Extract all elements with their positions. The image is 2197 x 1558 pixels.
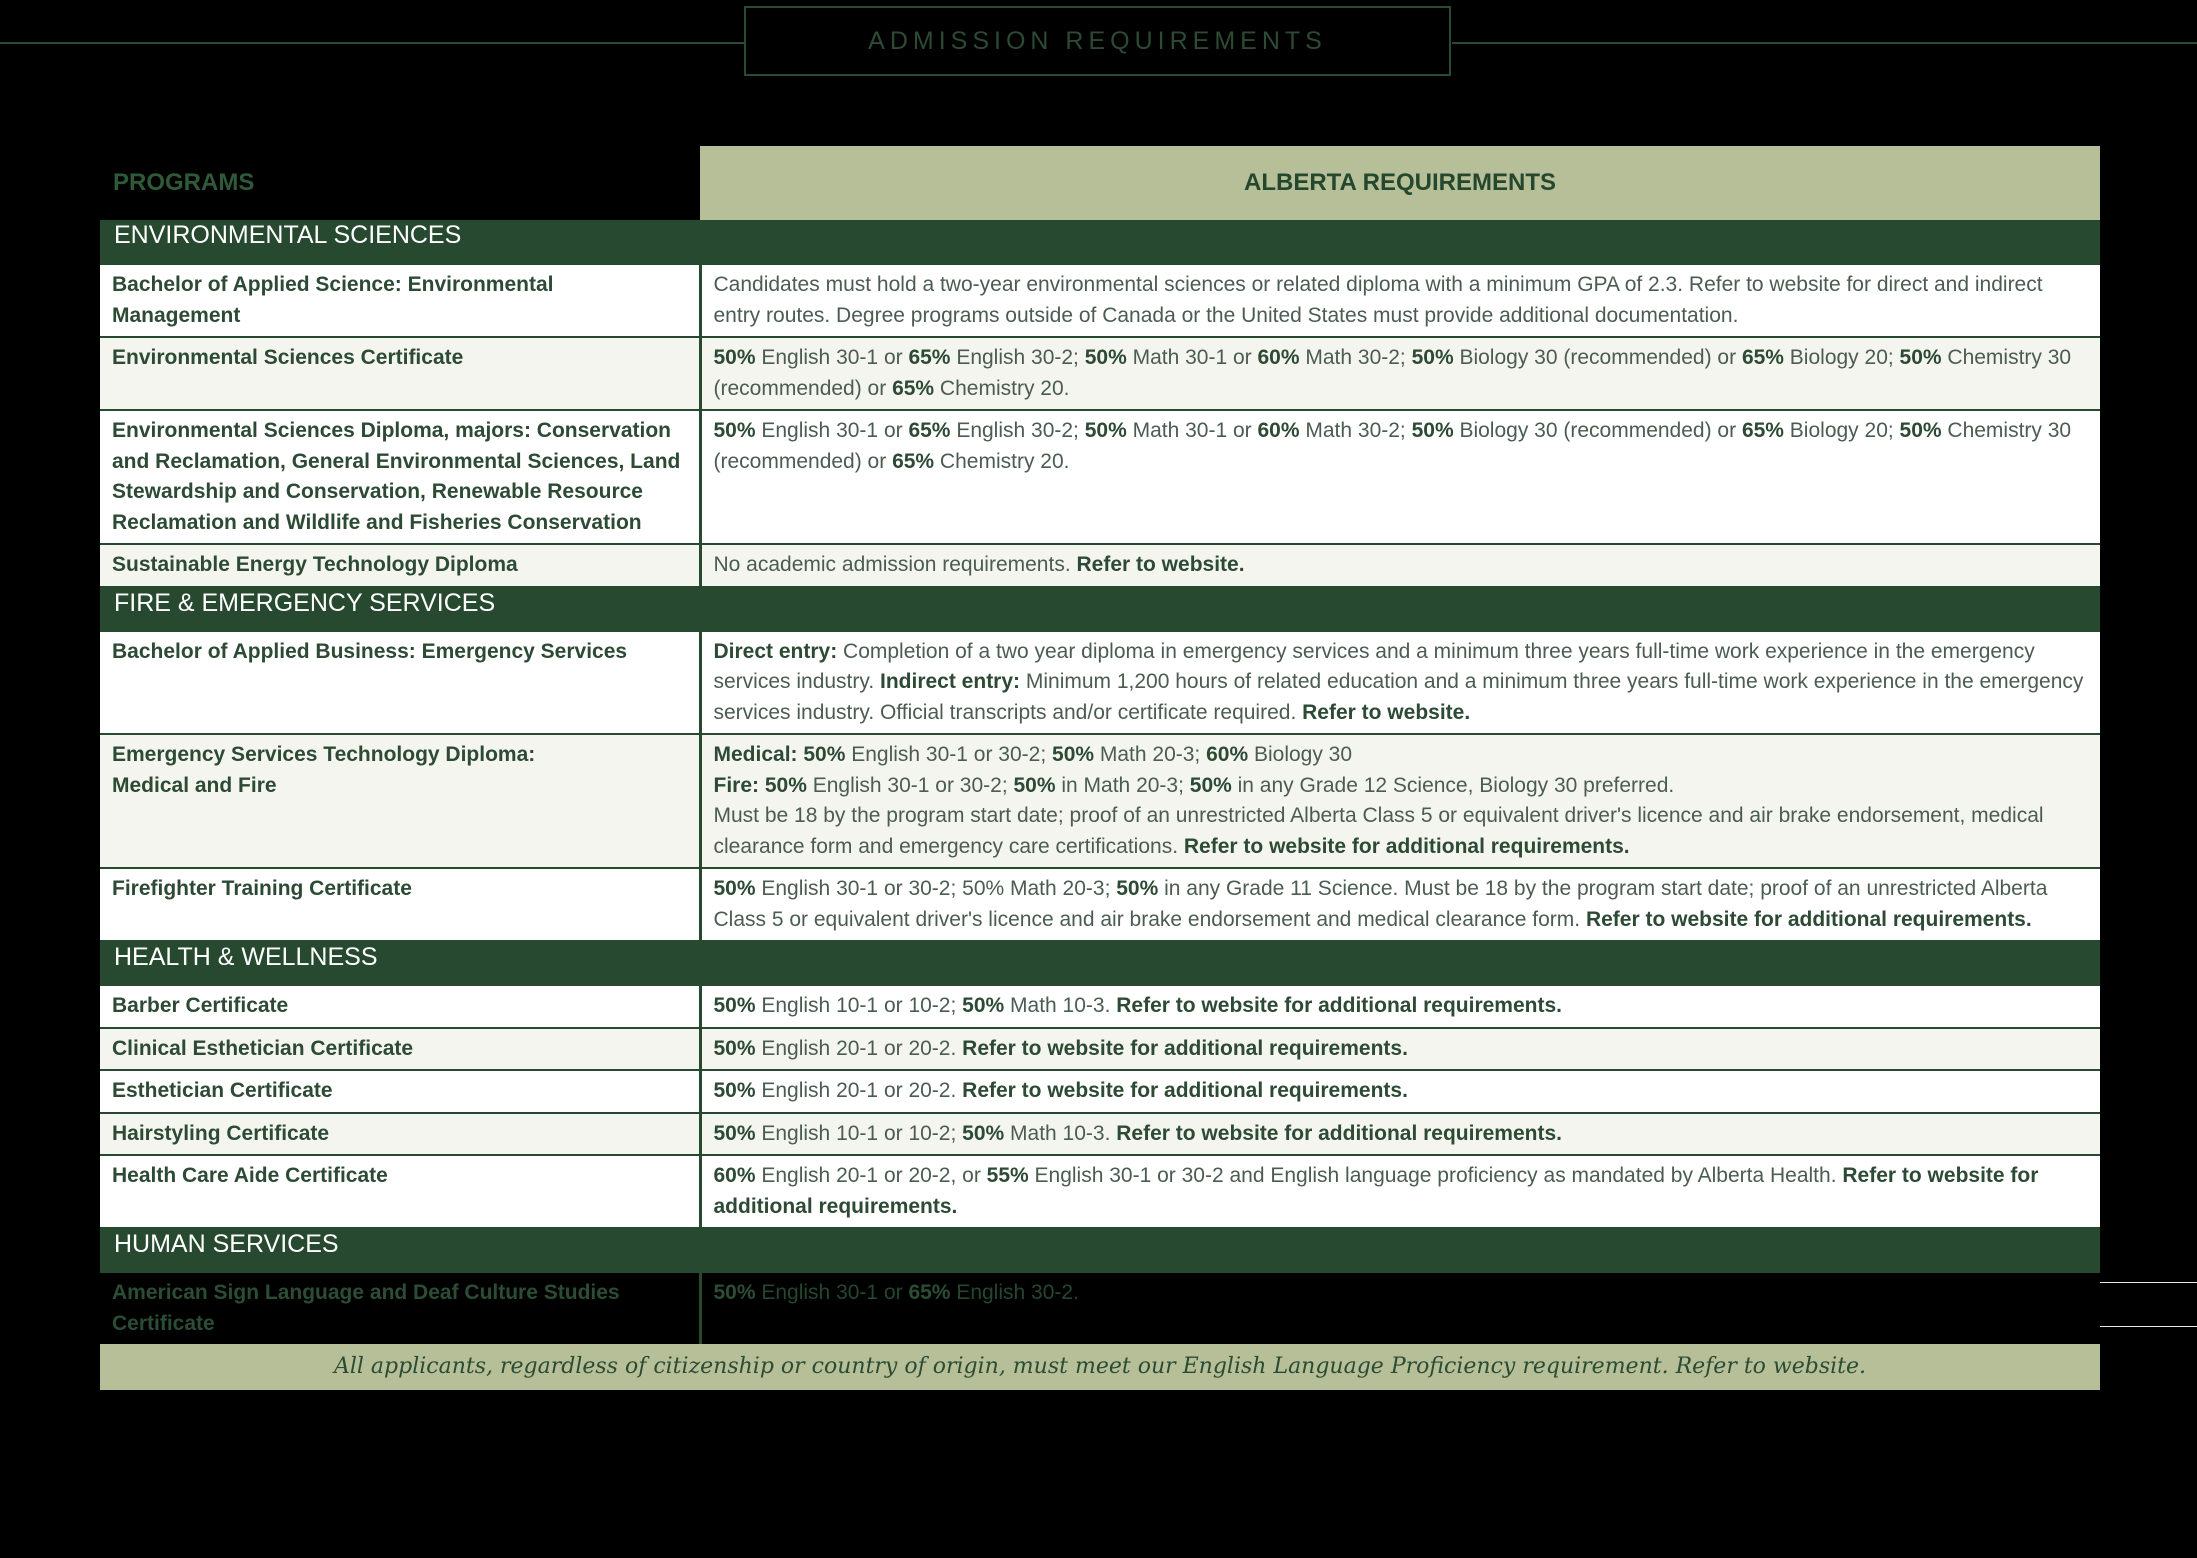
requirement-text — [700, 1113, 2100, 1156]
edge-rule-bottom — [2100, 1326, 2197, 1327]
section-header-row — [100, 1228, 2100, 1273]
requirement-segment: in any Grade 12 Science, Biology 30 preferred. — [1231, 773, 1675, 797]
requirement-segment: English 30-1 or — [755, 346, 909, 369]
requirement-segment: Candidates must hold a two-year environmental sciences or related diploma with a minimum GPA of 2.3. Refer to website for direct and indirect entry routes. Degree programs outside of Canada or the United States must provide additional documentation. — [713, 273, 2043, 327]
requirement-text — [700, 337, 2100, 410]
footer-row — [100, 1344, 2100, 1390]
requirement-text — [700, 1273, 2100, 1344]
requirement-segment: Biology 30 — [1248, 743, 1353, 766]
program-name: Barber Certificate — [100, 986, 700, 1028]
table-row — [100, 734, 2100, 868]
requirement-segment: Math 30-1 or — [1126, 346, 1258, 369]
requirement-emphasis: Direct entry: — [713, 639, 838, 663]
section-header-row — [100, 941, 2100, 986]
requirement-segment: Chemistry 20. — [934, 376, 1070, 400]
requirement-emphasis: 50% — [1084, 346, 1127, 369]
requirement-emphasis: Medical: 50% — [713, 743, 846, 766]
requirement-segment: English 20-1 or 20-2, or — [755, 1164, 987, 1187]
requirement-emphasis: Refer to website for additional requirements. — [962, 1036, 1408, 1060]
program-name: Bachelor of Applied Business: Emergency Services — [100, 632, 700, 735]
requirement-emphasis: 50% — [713, 994, 756, 1017]
requirement-emphasis: 50% — [1116, 877, 1159, 900]
requirement-emphasis: 50% — [1084, 419, 1127, 442]
requirement-emphasis: 65% — [908, 1281, 951, 1304]
requirement-text — [700, 734, 2100, 868]
requirement-segment: English 30-1 or 30-2; — [845, 743, 1053, 766]
requirement-segment: English 30-1 or — [755, 419, 909, 442]
section-header-row — [100, 587, 2100, 632]
table-row — [100, 410, 2100, 544]
requirement-segment: Math 30-1 or — [1126, 419, 1258, 442]
requirement-segment: Biology 20; — [1783, 346, 1900, 369]
header-rule-right — [1452, 42, 2197, 44]
table-row — [100, 337, 2100, 410]
requirement-segment: English 30-1 or 30-2; — [806, 773, 1014, 797]
requirement-segment: English 30-2; — [950, 419, 1085, 442]
requirement-segment: English 20-1 or 20-2. — [755, 1036, 963, 1060]
column-header-programs: PROGRAMS — [100, 146, 700, 220]
requirement-emphasis: 50% — [962, 1121, 1005, 1145]
requirement-segment: English 30-1 or — [755, 1281, 909, 1304]
requirement-segment: in Math 20-3; — [1055, 773, 1190, 797]
program-name — [100, 734, 700, 868]
section-title: ENVIRONMENTAL SCIENCES — [100, 220, 2100, 265]
table-row — [100, 265, 2100, 337]
program-name-line: Medical and Fire — [112, 773, 277, 797]
requirement-segment: English 30-1 or 30-2; 50% Math 20-3; — [755, 877, 1117, 900]
requirement-emphasis: 60% — [1206, 743, 1249, 766]
table-row — [100, 1273, 2100, 1344]
requirement-segment: Math 20-3; — [1094, 743, 1207, 766]
page-title: ADMISSION REQUIREMENTS — [744, 6, 1451, 76]
requirement-emphasis: 65% — [892, 376, 935, 400]
table-row — [100, 544, 2100, 587]
program-name: Bachelor of Applied Science: Environmental Management — [100, 265, 700, 337]
program-name: Health Care Aide Certificate — [100, 1155, 700, 1228]
requirement-emphasis: 50% — [713, 877, 756, 900]
table-row — [100, 986, 2100, 1028]
requirement-emphasis: 50% — [1052, 743, 1095, 766]
section-title: HEALTH & WELLNESS — [100, 941, 2100, 986]
requirement-emphasis: Fire: 50% — [713, 773, 807, 797]
requirement-segment: Biology 30 (recommended) or — [1453, 419, 1742, 442]
requirement-segment: Minimum 1,200 hours of related education and a minimum three years full-time work experience in the emergency services industry. Official transcripts and/or certificate required. — [713, 670, 2084, 724]
requirement-emphasis: 50% — [713, 1079, 756, 1102]
program-name: Clinical Esthetician Certificate — [100, 1028, 700, 1071]
section-title: FIRE & EMERGENCY SERVICES — [100, 587, 2100, 632]
program-name: Esthetician Certificate — [100, 1070, 700, 1113]
table-body — [100, 220, 2100, 1344]
requirement-segment: Chemistry 20. — [934, 449, 1070, 473]
requirement-emphasis: 65% — [908, 419, 951, 442]
requirement-segment: in any Grade 11 Science. Must be 18 by the program start date; proof of an unrestricted Alberta Class 5 or equivalent driver's licence and air brake endorsement and medical clearance form. — [713, 877, 2048, 931]
section-title: HUMAN SERVICES — [100, 1228, 2100, 1273]
requirement-text — [700, 986, 2100, 1028]
requirement-segment: Biology 30 (recommended) or — [1453, 346, 1742, 369]
header-rule-left — [0, 42, 744, 44]
requirement-emphasis: 50% — [1189, 773, 1232, 797]
requirement-emphasis: 50% — [713, 1121, 756, 1145]
requirement-emphasis: 60% — [1257, 346, 1300, 369]
requirement-segment: English 10-1 or 10-2; — [755, 1121, 963, 1145]
requirement-text — [700, 1155, 2100, 1228]
requirement-emphasis: 60% — [713, 1164, 756, 1187]
requirement-emphasis: 50% — [713, 419, 756, 442]
program-name: Environmental Sciences Diploma, majors: Conservation and Reclamation, General Environmental Sciences, Land Stewardship and Conservation, Renewable Resource Reclamation and Wildlife and Fisheries Conservation — [100, 410, 700, 544]
requirement-segment: Chemistry 30 (recommended) or — [713, 346, 2072, 400]
requirement-segment: Math 10-3. — [1004, 994, 1117, 1017]
requirement-emphasis: 65% — [892, 449, 935, 473]
requirement-emphasis: 50% — [1013, 773, 1056, 797]
table-row — [100, 1113, 2100, 1156]
requirement-emphasis: 65% — [1741, 419, 1784, 442]
requirement-segment: English 30-2. — [950, 1281, 1079, 1304]
requirement-text — [700, 868, 2100, 941]
table-row — [100, 1070, 2100, 1113]
requirement-segment: Chemistry 30 (recommended) or — [713, 419, 2072, 473]
requirement-emphasis: Refer to website for additional requirements. — [713, 1164, 2039, 1218]
edge-rule-top — [2100, 1282, 2197, 1283]
requirement-emphasis: 60% — [1257, 419, 1300, 442]
requirement-emphasis: 50% — [1899, 346, 1942, 369]
program-name: Hairstyling Certificate — [100, 1113, 700, 1156]
requirement-emphasis: 65% — [908, 346, 951, 369]
english-proficiency-note: All applicants, regardless of citizenship or country of origin, must meet our English Language Proficiency requirement. Refer to website. — [100, 1344, 2100, 1390]
requirement-emphasis: 55% — [986, 1164, 1029, 1187]
program-name: Sustainable Energy Technology Diploma — [100, 544, 700, 587]
requirement-emphasis: Refer to website for additional requirements. — [1183, 834, 1630, 858]
requirement-emphasis: 50% — [962, 994, 1005, 1017]
requirement-text — [700, 1070, 2100, 1113]
requirement-emphasis: Refer to website. — [1302, 700, 1471, 724]
program-name: American Sign Language and Deaf Culture Studies Certificate — [100, 1273, 700, 1344]
requirement-emphasis: Refer to website for additional requirements. — [1116, 994, 1562, 1017]
requirement-text — [700, 410, 2100, 544]
table-row — [100, 632, 2100, 735]
requirement-emphasis: 50% — [713, 1036, 756, 1060]
requirement-segment: Must be 18 by the program start date; proof of an unrestricted Alberta Class 5 or equivalent driver's licence and air brake endorsement, medical clearance form and emergency care certifications. — [713, 804, 2044, 858]
requirement-segment: Math 10-3. — [1004, 1121, 1117, 1145]
requirement-emphasis: Refer to website. — [1076, 553, 1245, 576]
requirement-segment: English 30-2; — [950, 346, 1085, 369]
table-row — [100, 1028, 2100, 1071]
requirement-segment: Completion of a two year diploma in emergency services and a minimum three years full-time work experience in the emergency services industry. — [713, 639, 2035, 693]
requirement-emphasis: Refer to website for additional requirements. — [1585, 907, 2032, 931]
requirement-text — [700, 632, 2100, 735]
requirement-emphasis: 50% — [1411, 346, 1454, 369]
requirement-emphasis: 50% — [1899, 419, 1942, 442]
requirement-segment: Biology 20; — [1783, 419, 1900, 442]
requirement-segment: Math 30-2; — [1299, 346, 1412, 369]
table-header-row — [100, 146, 2100, 220]
requirement-emphasis: 50% — [713, 346, 756, 369]
requirement-emphasis: 50% — [713, 1281, 756, 1304]
requirement-segment: Math 30-2; — [1299, 419, 1412, 442]
requirement-text — [700, 265, 2100, 337]
requirement-emphasis: Indirect entry: — [880, 670, 1021, 693]
table-row — [100, 1155, 2100, 1228]
requirement-segment: English 10-1 or 10-2; — [755, 994, 963, 1017]
requirement-emphasis: 65% — [1741, 346, 1784, 369]
requirement-text — [700, 544, 2100, 587]
table-row — [100, 868, 2100, 941]
requirement-segment: No academic admission requirements. — [713, 553, 1077, 576]
requirement-emphasis: 50% — [1411, 419, 1454, 442]
requirement-segment: English 20-1 or 20-2. — [755, 1079, 963, 1102]
program-name-line: Emergency Services Technology Diploma: — [112, 743, 536, 766]
program-name: Firefighter Training Certificate — [100, 868, 700, 941]
requirement-text — [700, 1028, 2100, 1071]
requirement-segment: English 30-1 or 30-2 and English language proficiency as mandated by Alberta Health. — [1028, 1164, 1843, 1187]
admission-requirements-table — [100, 146, 2100, 1390]
requirement-emphasis: Refer to website for additional requirements. — [962, 1079, 1408, 1102]
column-header-alberta-requirements: ALBERTA REQUIREMENTS — [700, 146, 2100, 220]
program-name: Environmental Sciences Certificate — [100, 337, 700, 410]
section-header-row — [100, 220, 2100, 265]
requirement-emphasis: Refer to website for additional requirements. — [1116, 1121, 1562, 1145]
